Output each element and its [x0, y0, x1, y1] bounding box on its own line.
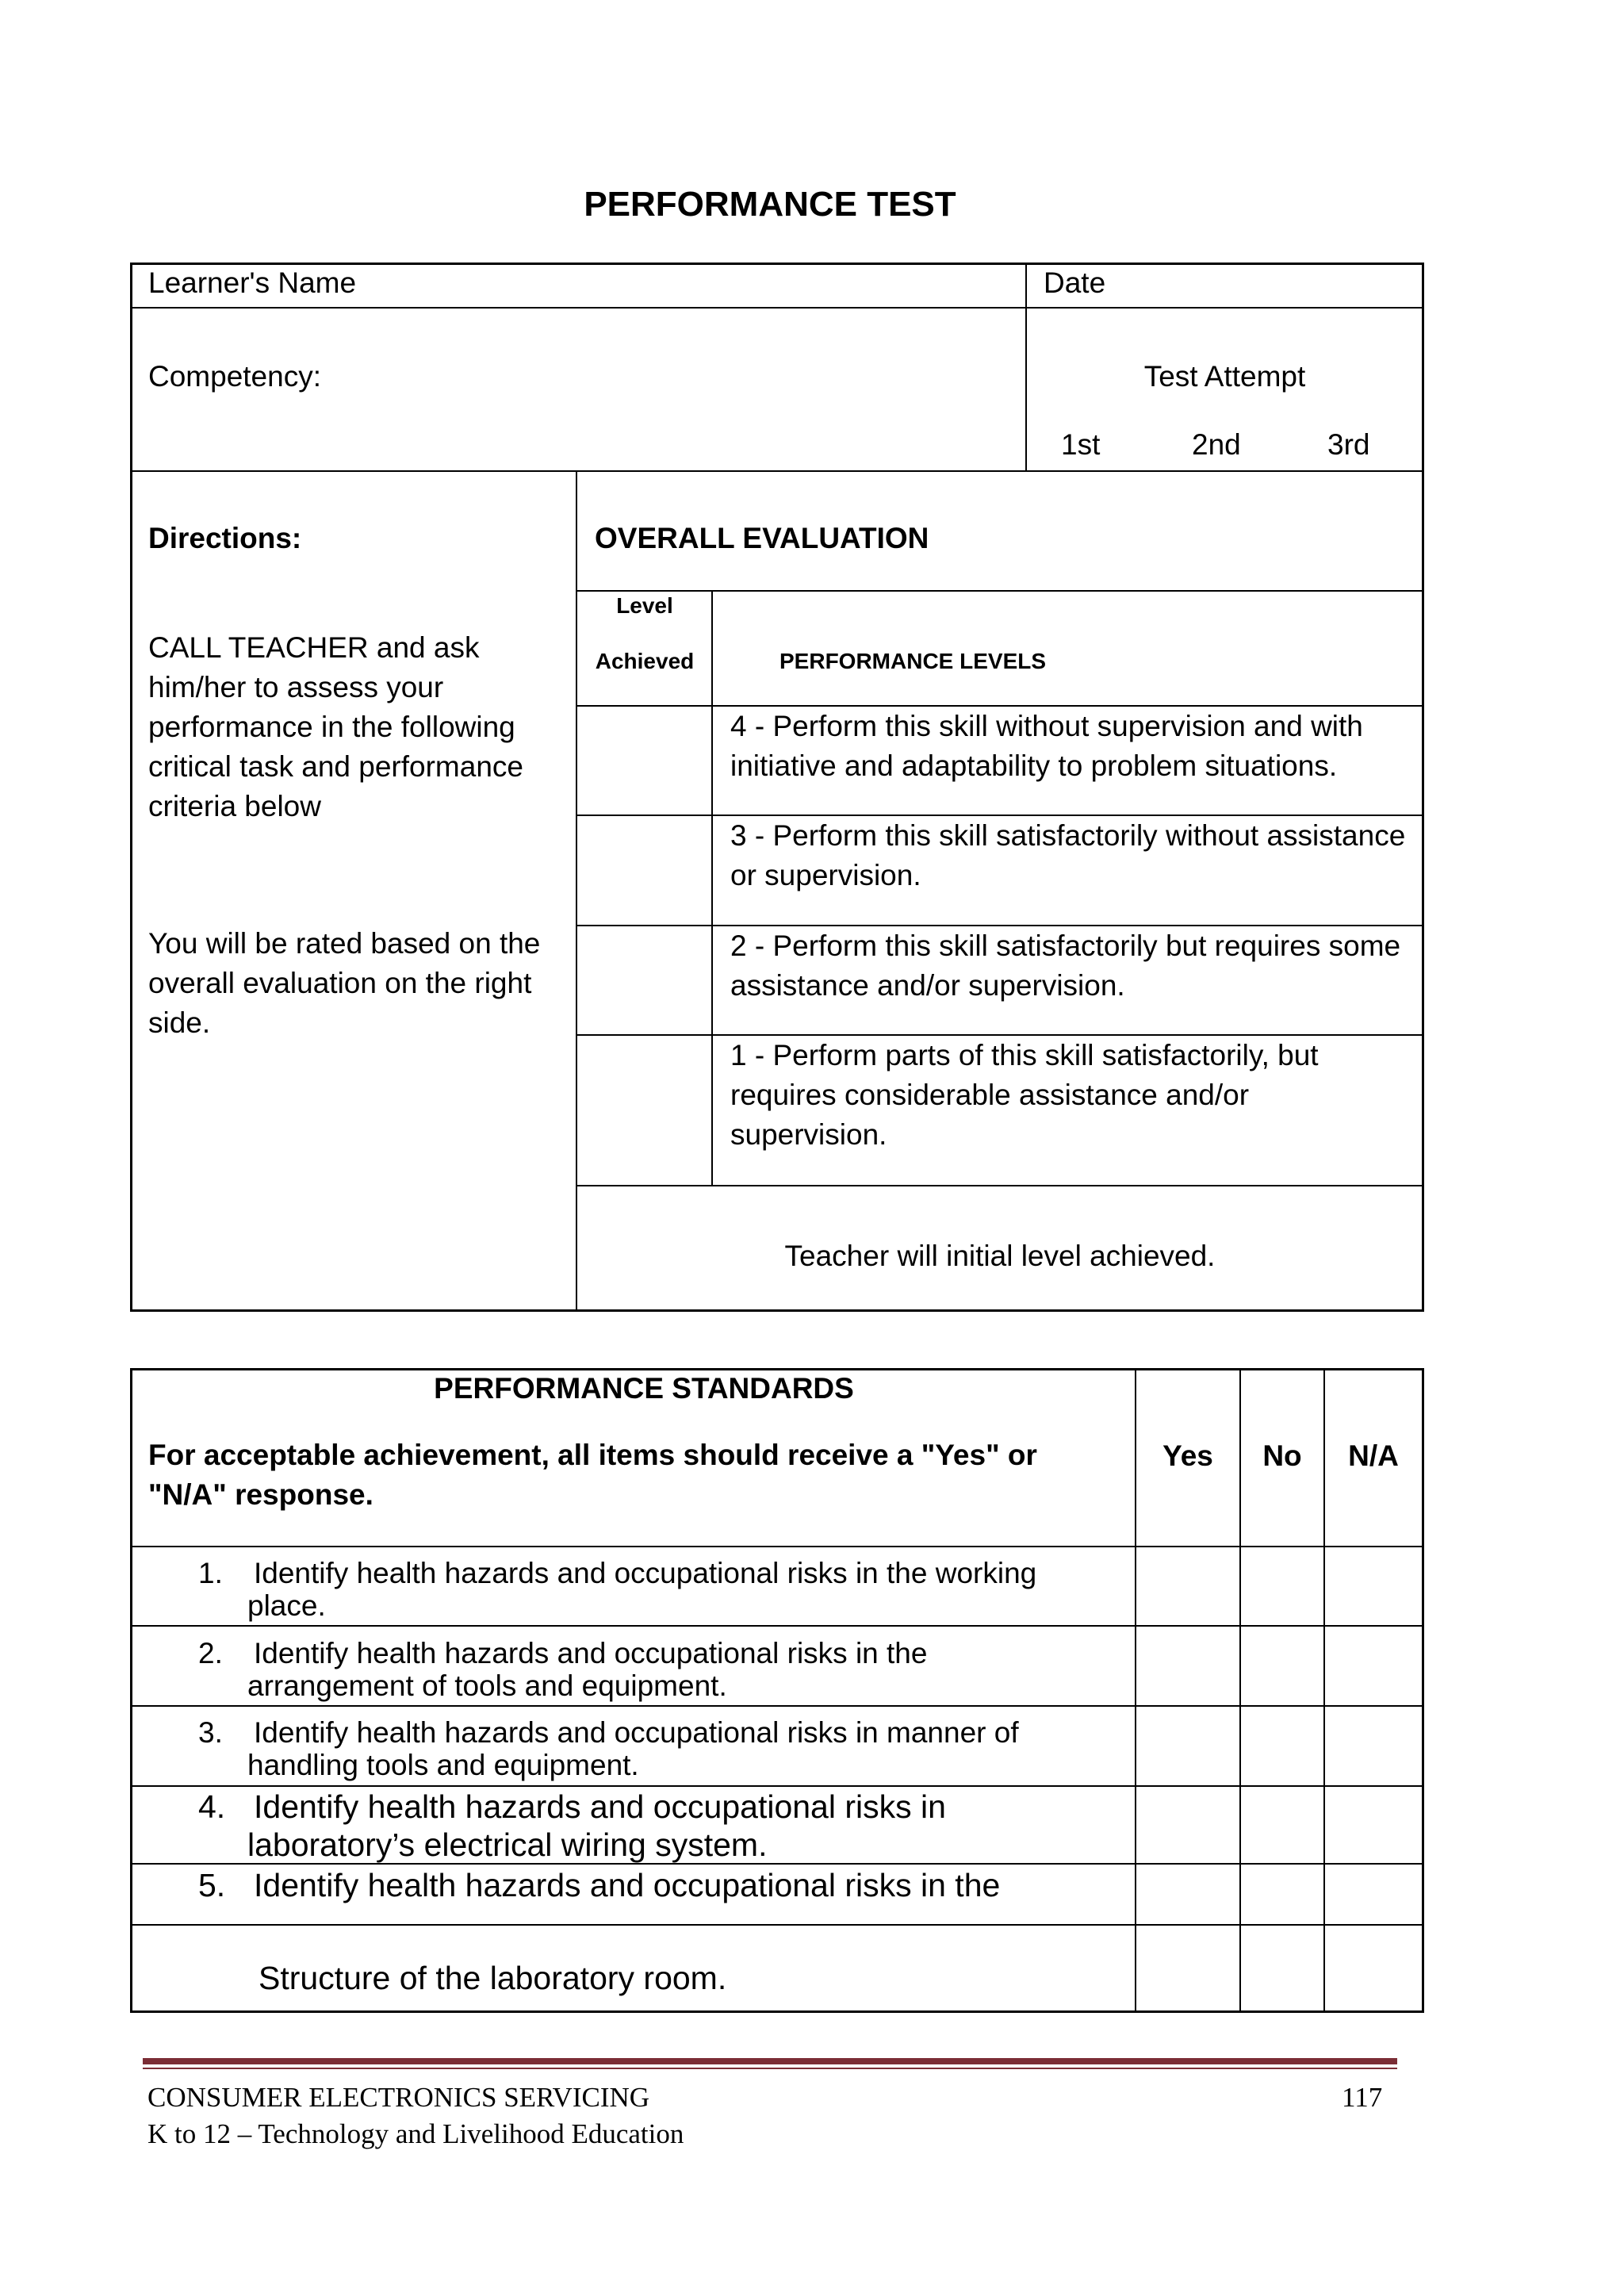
teacher-initial-note: Teacher will initial level achieved. — [784, 1240, 1216, 1272]
footer-program: K to 12 – Technology and Livelihood Education — [147, 2118, 684, 2149]
level-4-achieved-cell[interactable] — [578, 707, 711, 815]
date-label: Date — [1044, 266, 1106, 299]
criterion-5-na-cell[interactable] — [1325, 1865, 1422, 2010]
competency-label: Competency: — [148, 360, 321, 393]
rating-note: You will be rated based on the overall evaluation on the right side. — [148, 927, 541, 1039]
level-1-description: 1 - Perform parts of this skill satisfactorily, but requires considerable assistance and/or supervision. — [730, 1039, 1319, 1151]
criterion-1-na-cell[interactable] — [1325, 1547, 1422, 1625]
criterion-2: 2. Identify health hazards and occupational risks in the arrangement of tools and equipment. — [198, 1637, 928, 1702]
page-number: 117 — [1342, 2082, 1383, 2113]
level-2-achieved-cell[interactable] — [578, 926, 711, 1034]
level-1-achieved-cell[interactable] — [578, 1036, 711, 1185]
criterion-2-na-cell[interactable] — [1325, 1627, 1422, 1705]
criterion-2-yes-cell[interactable] — [1136, 1627, 1239, 1705]
criterion-3: 3. Identify health hazards and occupational risks in manner of handling tools and equipment. — [198, 1716, 1019, 1781]
criterion-1-yes-cell[interactable] — [1136, 1547, 1239, 1625]
achieved-label: Achieved — [595, 649, 695, 673]
level-label: Level — [616, 593, 673, 618]
criterion-5-no-cell[interactable] — [1241, 1865, 1323, 2010]
criterion-4-no-cell[interactable] — [1241, 1787, 1323, 1863]
level-3-achieved-cell[interactable] — [578, 816, 711, 925]
criterion-2-no-cell[interactable] — [1241, 1627, 1323, 1705]
directions-text: CALL TEACHER and ask him/her to assess your performance in the following critical task and performance criteria below — [148, 631, 523, 822]
criterion-1-no-cell[interactable] — [1241, 1547, 1323, 1625]
criterion-5-continuation: Structure of the laboratory room. — [259, 1960, 727, 1996]
standards-instruction: For acceptable achievement, all items should receive a "Yes" or "N/A" response. — [148, 1439, 1037, 1511]
footer-subject: CONSUMER ELECTRONICS SERVICING — [147, 2082, 650, 2113]
criterion-3-yes-cell[interactable] — [1136, 1707, 1239, 1785]
criterion-1: 1. Identify health hazards and occupational risks in the working place. — [198, 1557, 1037, 1622]
no-column-header: No — [1262, 1439, 1302, 1472]
attempt-2nd: 2nd — [1192, 428, 1241, 461]
level-2-description: 2 - Perform this skill satisfactorily but requires some assistance and/or supervision. — [730, 930, 1401, 1002]
attempt-3rd: 3rd — [1327, 428, 1370, 461]
criterion-5: 5. Identify health hazards and occupational risks in the — [198, 1867, 1001, 1903]
na-column-header: N/A — [1348, 1439, 1399, 1472]
footer-rule-thin — [143, 2068, 1397, 2069]
standards-heading: PERFORMANCE STANDARDS — [434, 1372, 854, 1405]
test-attempt-label: Test Attempt — [1143, 360, 1306, 393]
directions-heading: Directions: — [148, 522, 302, 554]
footer-rule-thick — [143, 2058, 1397, 2064]
criterion-4-yes-cell[interactable] — [1136, 1787, 1239, 1863]
performance-levels-label: PERFORMANCE LEVELS — [779, 649, 1047, 673]
yes-column-header: Yes — [1162, 1439, 1213, 1472]
criterion-3-no-cell[interactable] — [1241, 1707, 1323, 1785]
criterion-4: 4. Identify health hazards and occupational risks in laboratory’s electrical wiring system. — [198, 1788, 946, 1863]
level-4-description: 4 - Perform this skill without supervision and with initiative and adaptability to problem situations. — [730, 710, 1363, 782]
attempt-1st: 1st — [1061, 428, 1101, 461]
level-3-description: 3 - Perform this skill satisfactorily without assistance or supervision. — [730, 819, 1406, 891]
overall-evaluation-heading: OVERALL EVALUATION — [595, 522, 929, 554]
criterion-5-yes-cell[interactable] — [1136, 1865, 1239, 2010]
criterion-4-na-cell[interactable] — [1325, 1787, 1422, 1863]
criterion-3-na-cell[interactable] — [1325, 1707, 1422, 1785]
page-title: PERFORMANCE TEST — [584, 185, 956, 224]
learner-name-label: Learner's Name — [148, 266, 357, 299]
